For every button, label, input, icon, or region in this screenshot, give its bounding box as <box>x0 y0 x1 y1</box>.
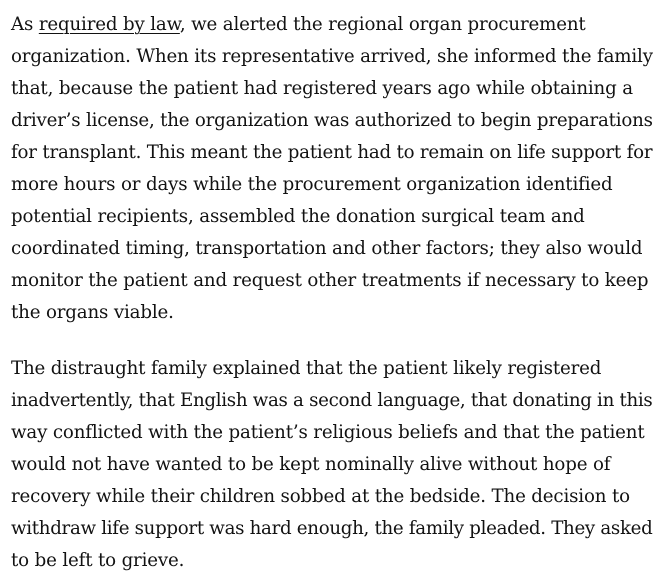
text-line: organization. When its representative arrived, she informed the family <box>11 46 653 67</box>
text-line: to be left to grieve. <box>11 550 185 571</box>
text-line: The distraught family explained that the patient likely registered <box>11 358 602 379</box>
required-by-law-link[interactable]: required by law <box>38 14 180 35</box>
text-line: driver’s license, the organization was authorized to begin preparations <box>11 110 653 131</box>
text-line-start: As <box>11 14 39 35</box>
text-line: monitor the patient and request other treatments if necessary to keep <box>11 270 649 291</box>
text-line: would not have wanted to be kept nominally alive without hope of <box>11 454 611 475</box>
text-line-end: , we alerted the regional organ procurement <box>179 14 586 35</box>
text-line: recovery while their children sobbed at the bedside. The decision to <box>11 486 630 507</box>
paragraph-1 <box>11 9 655 329</box>
article-body <box>11 9 655 577</box>
text-line: withdraw life support was hard enough, the family pleaded. They asked <box>11 518 653 539</box>
text-line: inadvertently, that English was a second language, that donating in this <box>11 390 653 411</box>
text-line: for transplant. This meant the patient had to remain on life support for <box>11 142 653 163</box>
text-line: more hours or days while the procurement organization identified <box>11 174 613 195</box>
text-line <box>11 9 655 41</box>
paragraph-2 <box>11 353 655 577</box>
text-line: the organs viable. <box>11 302 174 323</box>
text-line: potential recipients, assembled the donation surgical team and <box>11 206 585 227</box>
text-line: way conflicted with the patient’s religious beliefs and that the patient <box>11 422 645 443</box>
text-line: that, because the patient had registered years ago while obtaining a <box>11 78 633 99</box>
text-line: coordinated timing, transportation and other factors; they also would <box>11 238 643 259</box>
